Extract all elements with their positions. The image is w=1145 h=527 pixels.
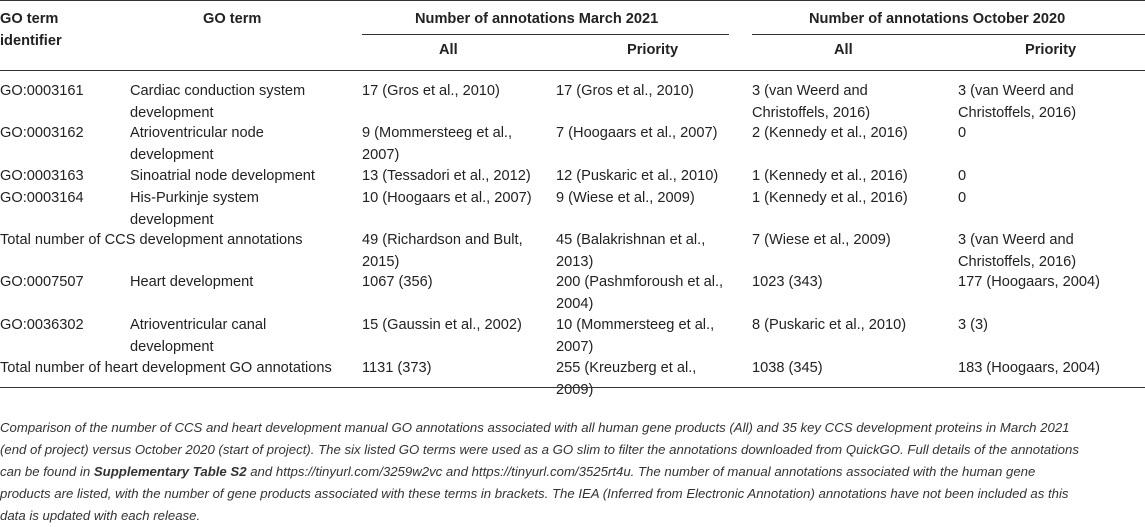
go-identifier-cell: GO:0003163 [0, 168, 84, 184]
table-bottom-rule [0, 387, 1145, 388]
total-row-label: Total number of CCS development annotations [0, 232, 303, 248]
footnote-line: products are listed, with the number of gene products associated with these terms in brackets. The IEA (Inferred from Electronic Annotation) annotations have not been included as this [0, 486, 1069, 501]
march-priority-cell: 200 (Pashmforoush et al., 2004) [556, 274, 724, 312]
march-all-cell: 49 (Richardson and Bult, 2015) [362, 232, 523, 270]
footnote-line: can be found in Supplementary Table S2 and https://tinyurl.com/3259w2vc and https://tinyurl.com/3525rt4u. The number of manual annotations associated with the human gene [0, 464, 1036, 479]
october-all-cell: 1038 (345) [752, 360, 823, 376]
march-priority-cell: 9 (Wiese et al., 2009) [556, 190, 695, 206]
header-march-all: All [439, 42, 458, 58]
footnote-line: Comparison of the number of CCS and heart development manual GO annotations associated with all human gene products (All) and 35 key CCS development proteins in March 2021 [0, 420, 1070, 435]
march-group-rule [362, 34, 729, 35]
october-priority-cell: 0 [958, 168, 967, 184]
march-all-cell: 13 (Tessadori et al., 2012) [362, 168, 531, 184]
march-priority-cell: 10 (Mommersteeg et al., 2007) [556, 317, 715, 355]
march-all-cell: 10 (Hoogaars et al., 2007) [362, 190, 532, 206]
header-october-all: All [834, 42, 853, 58]
header-go-id [0, 8, 62, 52]
go-term-cell: Atrioventricular node development [130, 125, 264, 163]
go-identifier-cell: GO:0036302 [0, 317, 84, 333]
october-all-cell: 8 (Puskaric et al., 2010) [752, 317, 907, 333]
october-all-cell: 1 (Kennedy et al., 2016) [752, 190, 908, 206]
october-priority-cell: 3 (3) [958, 317, 989, 333]
march-priority-cell: 17 (Gros et al., 2010) [556, 83, 694, 99]
header-march-2021: Number of annotations March 2021 [415, 11, 659, 27]
footnote-line: (end of project) versus October 2020 (start of project). The six listed GO terms were used as a GO slim to filter the annotations downloaded from QuickGO. Full details of the annotations [0, 442, 1079, 457]
october-priority-cell: 0 [958, 125, 967, 141]
header-go-id-line2: identifier [0, 33, 62, 49]
header-go-term: GO term [203, 11, 262, 27]
go-identifier-cell: GO:0003162 [0, 125, 84, 141]
go-term-cell: Sinoatrial node development [130, 168, 315, 184]
march-all-cell: 17 (Gros et al., 2010) [362, 83, 500, 99]
go-term-cell: His-Purkinje system development [130, 190, 259, 228]
go-term-cell: Cardiac conduction system development [130, 83, 306, 121]
march-all-cell: 1131 (373) [362, 360, 432, 376]
march-priority-cell: 45 (Balakrishnan et al., 2013) [556, 232, 706, 270]
go-term-cell: Heart development [130, 274, 254, 290]
october-all-cell: 1 (Kennedy et al., 2016) [752, 168, 908, 184]
october-all-cell: 3 (van Weerd and Christoffels, 2016) [752, 83, 871, 121]
october-all-cell: 1023 (343) [752, 274, 823, 290]
header-october-priority: Priority [1025, 42, 1077, 58]
october-all-cell: 2 (Kennedy et al., 2016) [752, 125, 908, 141]
march-all-cell: 1067 (356) [362, 274, 433, 290]
footnote-line: data is updated with each release. [0, 508, 201, 523]
table-top-rule [0, 0, 1145, 1]
march-priority-cell: 255 (Kreuzberg et al., 2009) [556, 360, 697, 398]
october-priority-cell: 177 (Hoogaars, 2004) [958, 274, 1100, 290]
header-march-priority: Priority [627, 42, 679, 58]
march-priority-cell: 12 (Puskaric et al., 2010) [556, 168, 719, 184]
march-priority-cell: 7 (Hoogaars et al., 2007) [556, 125, 718, 141]
october-group-rule [752, 34, 1145, 35]
october-priority-cell: 0 [958, 190, 967, 206]
october-all-cell: 7 (Wiese et al., 2009) [752, 232, 891, 248]
header-go-id-line1: GO term [0, 11, 59, 27]
table-footnote [0, 417, 1140, 527]
total-row-label: Total number of heart development GO annotations [0, 360, 332, 376]
go-identifier-cell: GO:0007507 [0, 274, 84, 290]
supplementary-table-ref[interactable]: Supplementary Table S2 [93, 464, 247, 479]
go-identifier-cell: GO:0003164 [0, 190, 84, 206]
october-priority-cell: 3 (van Weerd and Christoffels, 2016) [958, 232, 1077, 270]
go-term-cell: Atrioventricular canal development [130, 317, 267, 355]
march-all-cell: 9 (Mommersteeg et al., 2007) [362, 125, 513, 163]
march-all-cell: 15 (Gaussin et al., 2002) [362, 317, 522, 333]
october-priority-cell: 183 (Hoogaars, 2004) [958, 360, 1100, 376]
header-october-2020: Number of annotations October 2020 [809, 11, 1066, 27]
go-identifier-cell: GO:0003161 [0, 83, 84, 99]
october-priority-cell: 3 (van Weerd and Christoffels, 2016) [958, 83, 1077, 121]
header-bottom-rule [0, 70, 1145, 71]
